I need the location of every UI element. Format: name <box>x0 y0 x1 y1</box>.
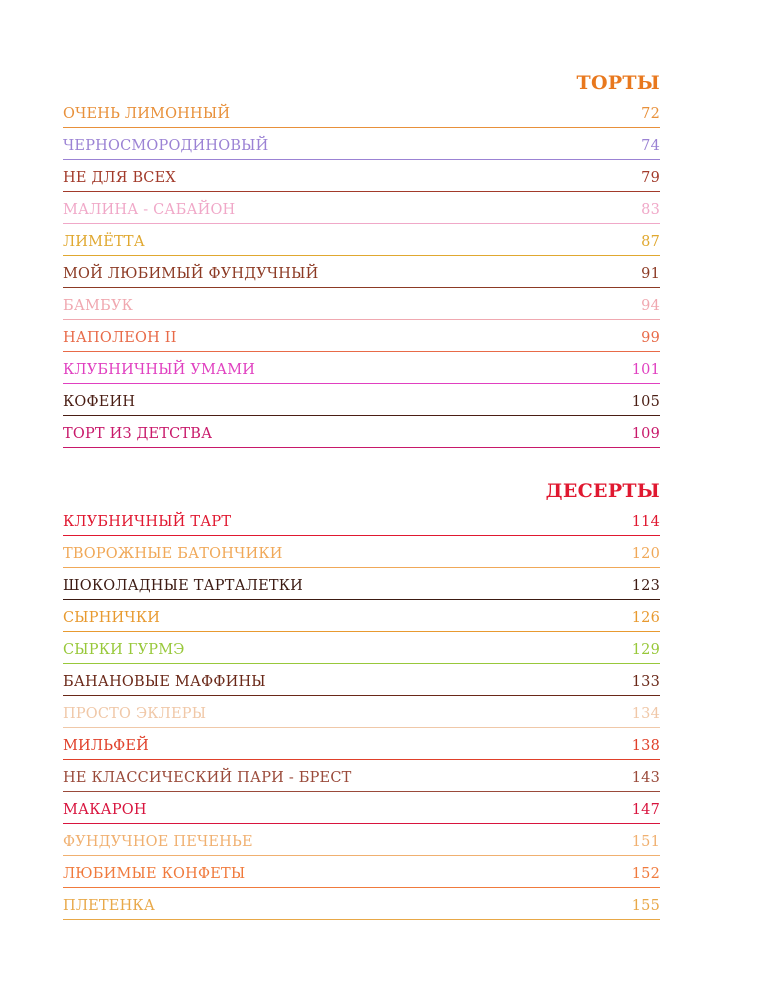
entry-title: ПЛЕТЕНКА <box>63 898 156 914</box>
toc-entry[interactable] <box>63 504 660 536</box>
entry-title: НАПОЛЕОН II <box>63 330 177 346</box>
table-of-contents <box>63 70 660 920</box>
entry-page-number: 138 <box>631 738 660 754</box>
entry-page-number: 123 <box>631 578 660 594</box>
entry-title: МАЛИНА - САБАЙОН <box>63 202 236 218</box>
toc-entry[interactable] <box>63 320 660 352</box>
entry-title: ФУНДУЧНОЕ ПЕЧЕНЬЕ <box>63 834 253 850</box>
toc-entry[interactable] <box>63 760 660 792</box>
entry-page-number: 79 <box>641 170 660 186</box>
toc-entry[interactable] <box>63 352 660 384</box>
entry-title: БАМБУК <box>63 298 134 314</box>
toc-entry[interactable] <box>63 256 660 288</box>
entry-page-number: 99 <box>641 330 660 346</box>
entry-page-number: 129 <box>631 642 660 658</box>
entry-title: КЛУБНИЧНЫЙ ТАРТ <box>63 514 232 530</box>
entry-title: ТОРТ ИЗ ДЕТСТВА <box>63 426 213 442</box>
entry-page-number: 72 <box>641 106 660 122</box>
entry-title: ЛЮБИМЫЕ КОНФЕТЫ <box>63 866 246 882</box>
entry-title: КОФЕИН <box>63 394 136 410</box>
toc-entry[interactable] <box>63 128 660 160</box>
entry-page-number: 134 <box>631 706 660 722</box>
toc-entry[interactable] <box>63 416 660 448</box>
toc-entry[interactable] <box>63 288 660 320</box>
entry-page-number: 120 <box>631 546 660 562</box>
toc-entry[interactable] <box>63 536 660 568</box>
entry-title: НЕ ДЛЯ ВСЕХ <box>63 170 176 186</box>
section-title: ТОРТЫ <box>576 72 660 94</box>
entry-title: ЧЕРНОСМОРОДИНОВЫЙ <box>63 138 269 154</box>
toc-entry[interactable] <box>63 792 660 824</box>
entry-title: МОЙ ЛЮБИМЫЙ ФУНДУЧНЫЙ <box>63 266 319 282</box>
entry-title: КЛУБНИЧНЫЙ УМАМИ <box>63 362 256 378</box>
entry-page-number: 155 <box>631 898 660 914</box>
entry-page-number: 94 <box>641 298 660 314</box>
entry-page-number: 147 <box>631 802 660 818</box>
toc-entry[interactable] <box>63 160 660 192</box>
toc-entry[interactable] <box>63 856 660 888</box>
entry-title: МИЛЬФЕЙ <box>63 738 150 754</box>
toc-entry[interactable] <box>63 824 660 856</box>
toc-entry[interactable] <box>63 600 660 632</box>
toc-entry[interactable] <box>63 728 660 760</box>
entry-page-number: 105 <box>631 394 660 410</box>
entry-title: МАКАРОН <box>63 802 147 818</box>
entry-page-number: 126 <box>631 610 660 626</box>
entry-page-number: 114 <box>631 514 660 530</box>
entry-title: НЕ КЛАССИЧЕСКИЙ ПАРИ - БРЕСТ <box>63 770 352 786</box>
toc-entry[interactable] <box>63 96 660 128</box>
toc-entry[interactable] <box>63 888 660 920</box>
entry-page-number: 91 <box>641 266 660 282</box>
toc-entry[interactable] <box>63 664 660 696</box>
toc-entry[interactable] <box>63 696 660 728</box>
entry-page-number: 109 <box>631 426 660 442</box>
entry-page-number: 87 <box>641 234 660 250</box>
section-title: ДЕСЕРТЫ <box>545 480 660 502</box>
entry-title: ОЧЕНЬ ЛИМОННЫЙ <box>63 106 231 122</box>
entry-title: ПРОСТО ЭКЛЕРЫ <box>63 706 207 722</box>
entry-page-number: 83 <box>641 202 660 218</box>
entry-title: ЛИМЁТТА <box>63 234 145 250</box>
entry-title: СЫРКИ ГУРМЭ <box>63 642 185 658</box>
entry-page-number: 133 <box>631 674 660 690</box>
toc-entry[interactable] <box>63 224 660 256</box>
entry-page-number: 152 <box>631 866 660 882</box>
section-list <box>63 504 660 920</box>
entry-page-number: 143 <box>631 770 660 786</box>
toc-entry[interactable] <box>63 632 660 664</box>
section-list <box>63 96 660 448</box>
toc-entry[interactable] <box>63 384 660 416</box>
entry-page-number: 101 <box>631 362 660 378</box>
toc-entry[interactable] <box>63 192 660 224</box>
toc-entry[interactable] <box>63 568 660 600</box>
entry-page-number: 74 <box>641 138 660 154</box>
entry-title: ШОКОЛАДНЫЕ ТАРТАЛЕТКИ <box>63 578 304 594</box>
entry-title: БАНАНОВЫЕ МАФФИНЫ <box>63 674 266 690</box>
entry-title: ТВОРОЖНЫЕ БАТОНЧИКИ <box>63 546 283 562</box>
entry-page-number: 151 <box>631 834 660 850</box>
entry-title: СЫРНИЧКИ <box>63 610 161 626</box>
